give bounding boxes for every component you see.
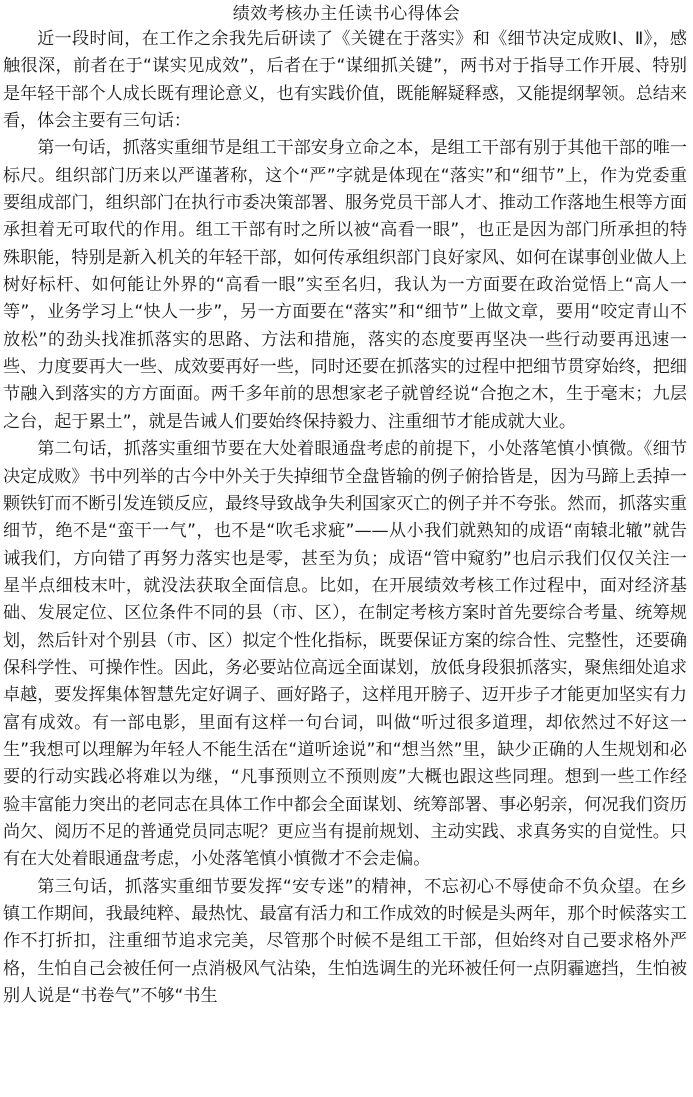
- paragraph-intro: 近一段时间，在工作之余我先后研读了《关键在于落实》和《细节决定成败Ⅰ、Ⅱ》，感触很深，前者在于“谋实见成效”，后者在于“谋细抓关键”，两书对于指导工作开展、特别是年轻干部个人成长既有理论意义，也有实践价值，既能解疑释惑，又能提纲挈领。总结来看，体会主要有三句话：: [3, 29, 687, 132]
- paragraph-second-point: 第二句话，抓落实重细节要在大处着眼通盘考虑的前提下，小处落笔慎小慎微。《细节决定成败》书中列举的古今中外关于失掉细节全盘皆输的例子俯拾皆是，因为马蹄上丢掉一颗铁钉而不断引发连锁反应，最终导致战争失利国家灭亡的例子并不夸张。然而，抓落实重细节，绝不是“蛮干一气”，也不是“吹毛求疵”——从小我们就熟知的成语“南辕北辙”就告诫我们，方向错了再努力落实也是零，甚至为负；成语“管中窥豹”也启示我们仅仅关注一星半点细枝末叶，就没法获取全面信息。比如，在开展绩效考核工作过程中，面对经济基础、发展定位、区位条件不同的县（市、区），在制定考核方案时首先要综合考量、统筹规划，然后针对个别县（市、区）拟定个性化指标，既要保证方案的综合性、完整性，还要确保科学性、可操作性。因此，务必要站位高远全面谋划，放低身段狠抓落实，聚焦细处追求卓越，要发挥集体智慧先定好调子、画好路子，这样甩开膀子、迈开步子才能更加坚实有力富有成效。有一部电影，里面有这样一句台词，叫做“听过很多道理，却依然过不好这一生”我想可以理解为年轻人不能生活在“道听途说”和“想当然”里，缺少正确的人生规划和必要的行动实践必将难以为继，“凡事预则立不预则废”大概也跟这些同理。想到一些工作经验丰富能力突出的老同志在具体工作中都会全面谋划、统筹部署、事必躬亲，何况我们资历尚欠、阅历不足的普通党员同志呢？更应当有提前规划、主动实践、求真务实的自觉性。只有在大处着眼通盘考虑，小处落笔慎小慎微才不会走偏。: [3, 439, 687, 870]
- document-title: 绩效考核办主任读书心得体会: [232, 4, 461, 24]
- paragraph-third-point: 第三句话，抓落实重细节要发挥“安专迷”的精神，不忘初心不辱使命不负众望。在乡镇工作期间，我最纯粹、最热忱、最富有活力和工作成效的时候是头两年，那个时候落实工作不打折扣，注重细节追求完美，尽管那个时候不是组工干部，但始终对自己要求格外严格，生怕自己会被任何一点消极风气沾染，生怕选调生的光环被任何一点阴霾遮挡，生怕被别人说是“书卷气”不够“书生: [3, 876, 687, 1007]
- document-body: [0, 25, 693, 1010]
- paragraph-first-point: 第一句话，抓落实重细节是组工干部安身立命之本，是组工干部有别于其他干部的唯一标尺。组织部门历来以严谨著称，这个“严”字就是体现在“落实”和“细节”上，作为党委重要组成部门，组织部门在执行市委决策部署、服务党员干部人才、推动工作落地生根等方面承担着无可取代的作用。组工干部有时之所以被“高看一眼”，也正是因为部门所承担的特殊职能，特别是新入机关的年轻干部，如何传承组织部门良好家风、如何在谋事创业做人上树好标杆、如何能让外界的“高看一眼”实至名归，我认为一方面要在政治觉悟上“高人一等”，业务学习上“快人一步”，另一方面要在“落实”和“细节”上做文章，要用“咬定青山不放松”的劲头找准抓落实的思路、方法和措施，落实的态度要再坚决一些行动要再迅速一些、力度要再大一些、成效要再好一些，同时还要在抓落实的过程中把细节贯穿始终，把细节融入到落实的方方面面。两千多年前的思想家老子就曾经说“合抱之木，生于毫末；九层之台，起于累土”，就是告诫人们要始终保持毅力、注重细节才能成就大业。: [3, 138, 687, 432]
